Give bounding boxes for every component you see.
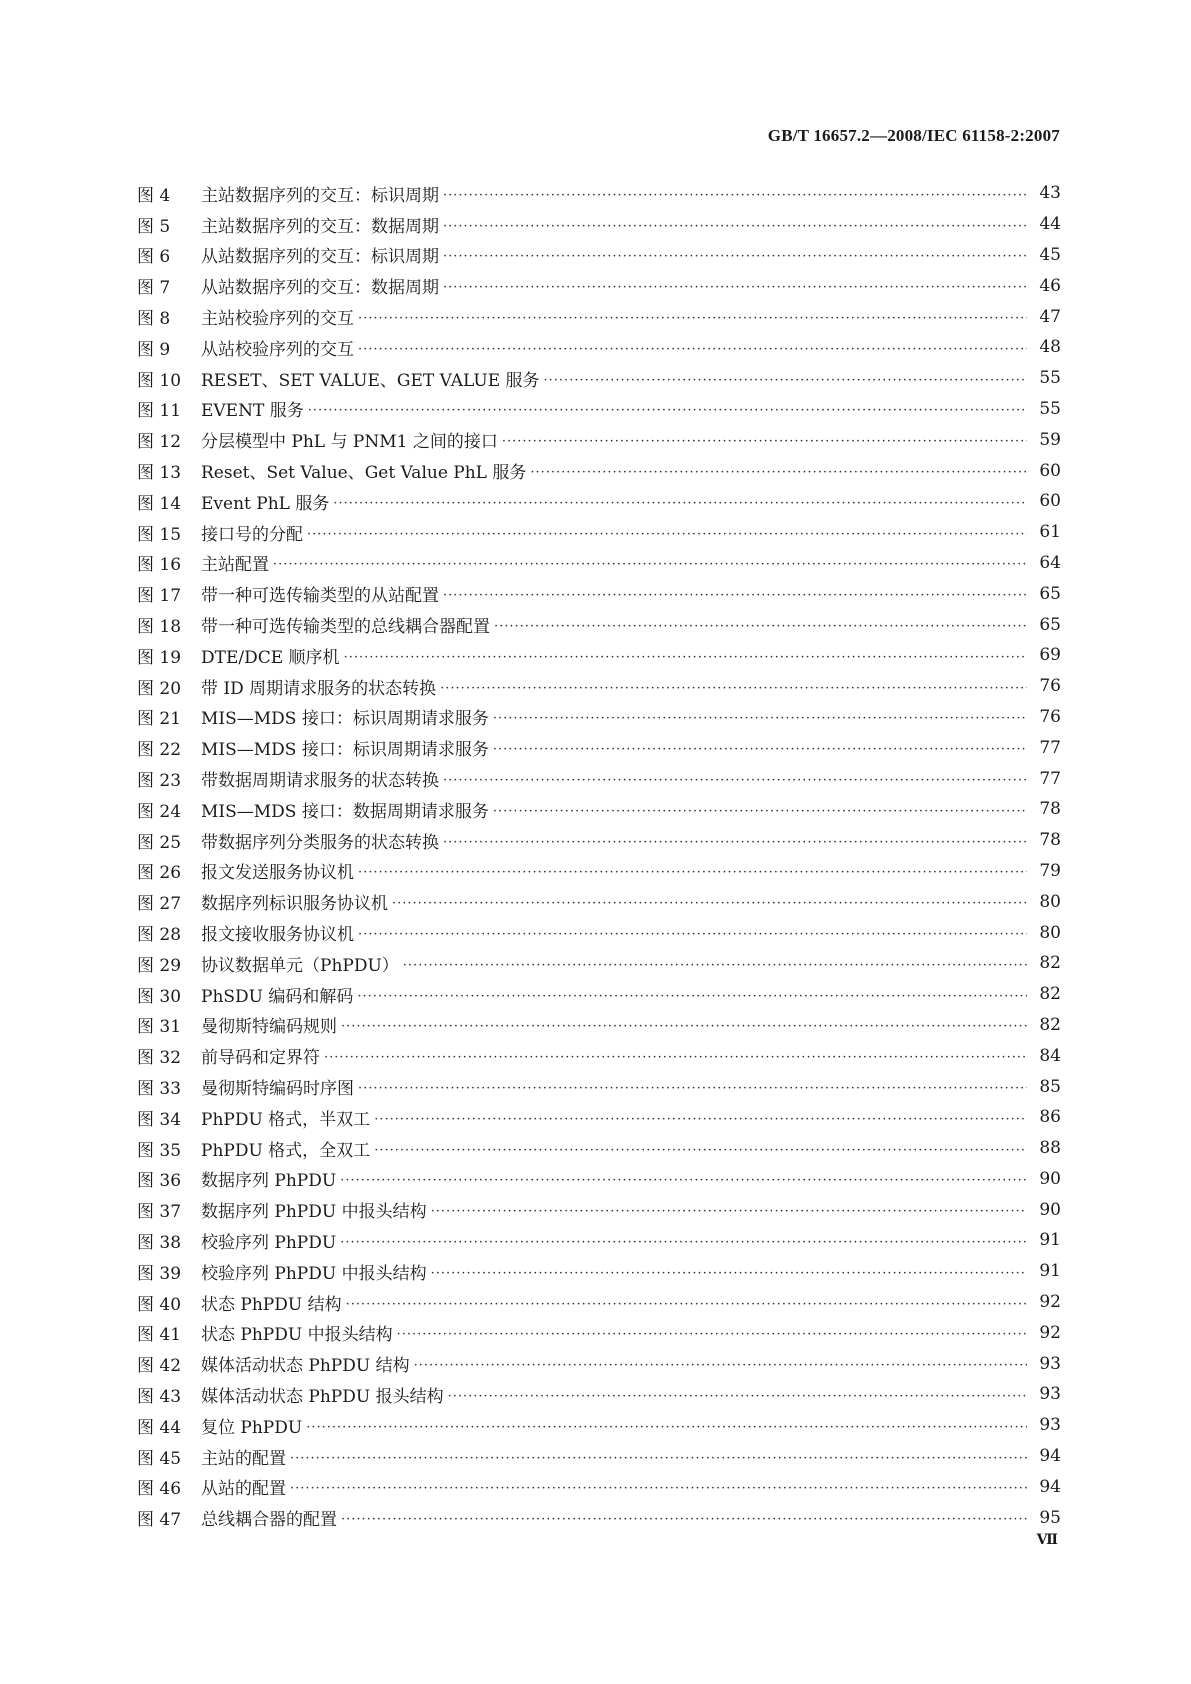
page-ref: 44 <box>1039 214 1061 235</box>
figure-number: 图 12 <box>137 432 182 453</box>
dot-leader <box>443 588 1027 603</box>
dot-leader <box>358 311 1027 326</box>
page-ref: 86 <box>1039 1107 1061 1128</box>
figure-number: 图 44 <box>137 1417 182 1438</box>
page-ref: 65 <box>1039 614 1061 635</box>
figure-number: 图 38 <box>137 1232 182 1253</box>
figure-title: 校验序列 PhPDU <box>201 1232 337 1253</box>
figure-number: 图 33 <box>137 1079 182 1099</box>
figure-title: MIS—MDS 接口：标识周期请求服务 <box>201 740 489 761</box>
figure-title: 分层模型中 PhL 与 PNM1 之间的接口 <box>201 432 498 453</box>
dot-leader <box>443 773 1027 788</box>
toc-entry[interactable] <box>137 1441 1061 1472</box>
figure-title: EVENT 服务 <box>201 401 304 422</box>
figure-title: MIS—MDS 接口：标识周期请求服务 <box>201 709 489 730</box>
page-number: Ⅶ <box>1036 1533 1058 1548</box>
dot-leader <box>493 742 1027 757</box>
toc-entry[interactable] <box>137 548 1061 579</box>
page-ref: 76 <box>1039 706 1061 727</box>
figure-number: 图 6 <box>137 247 171 268</box>
toc-entry[interactable] <box>137 1102 1061 1133</box>
toc-entry[interactable] <box>137 609 1061 640</box>
figure-title: 校验序列 PhPDU 中报头结构 <box>201 1263 427 1284</box>
dot-leader <box>346 1297 1027 1312</box>
page-ref: 92 <box>1039 1292 1061 1313</box>
dot-leader <box>341 1019 1027 1034</box>
figure-number: 图 17 <box>137 586 182 607</box>
dot-leader <box>414 1358 1027 1373</box>
figure-title: 报文发送服务协议机 <box>201 863 354 884</box>
toc-entry[interactable] <box>137 301 1061 332</box>
figure-title: 主站配置 <box>201 555 269 576</box>
toc-entry[interactable] <box>137 1164 1061 1195</box>
figure-title: 从站数据序列的交互：数据周期 <box>201 278 439 299</box>
dot-leader <box>544 373 1027 388</box>
toc-entry[interactable] <box>137 1317 1061 1348</box>
figure-number: 图 32 <box>137 1048 182 1069</box>
page-ref: 92 <box>1039 1322 1061 1343</box>
page-ref: 61 <box>1039 522 1061 543</box>
figure-title: 带一种可选传输类型的从站配置 <box>201 586 439 607</box>
page-ref: 84 <box>1039 1045 1061 1066</box>
figure-number: 图 47 <box>137 1510 182 1531</box>
dot-leader <box>431 1204 1027 1219</box>
toc-entry[interactable] <box>137 578 1061 609</box>
figure-title: 带 ID 周期请求服务的状态转换 <box>201 678 437 699</box>
toc-entry[interactable] <box>137 886 1061 917</box>
page-ref: 82 <box>1039 1014 1061 1035</box>
toc-entry[interactable] <box>137 732 1061 763</box>
dot-leader <box>374 1112 1027 1127</box>
dot-leader <box>357 989 1027 1004</box>
figure-number: 图 40 <box>137 1294 182 1315</box>
figure-title: 曼彻斯特编码时序图 <box>201 1079 354 1099</box>
figure-number: 图 29 <box>137 955 182 976</box>
figure-number: 图 41 <box>137 1325 182 1346</box>
toc-entry[interactable] <box>137 856 1061 887</box>
dot-leader <box>392 896 1027 911</box>
dot-leader <box>307 527 1027 542</box>
dot-leader <box>306 1420 1027 1435</box>
figure-number: 图 23 <box>137 771 182 792</box>
dot-leader <box>358 865 1027 880</box>
figure-number: 图 28 <box>137 925 182 946</box>
page-ref: 78 <box>1039 830 1061 851</box>
toc-entry[interactable] <box>137 917 1061 948</box>
figure-number: 图 5 <box>137 216 171 237</box>
figure-title: MIS—MDS 接口：数据周期请求服务 <box>201 801 489 822</box>
dot-leader <box>448 1389 1027 1404</box>
figure-number: 图 39 <box>137 1263 182 1284</box>
figure-number: 图 35 <box>137 1140 182 1161</box>
figure-title: 状态 PhPDU 中报头结构 <box>201 1325 393 1346</box>
figure-number: 图 21 <box>137 709 182 730</box>
toc-entry[interactable] <box>137 979 1061 1010</box>
figure-title: 带数据序列分类服务的状态转换 <box>201 832 439 853</box>
toc-entry[interactable] <box>137 1379 1061 1410</box>
page-ref: 82 <box>1039 953 1061 974</box>
figure-title: PhPDU 格式，半双工 <box>201 1109 371 1130</box>
dot-leader <box>443 835 1027 850</box>
page-ref: 91 <box>1039 1230 1061 1251</box>
figure-number: 图 4 <box>137 185 171 206</box>
figure-number: 图 31 <box>137 1017 182 1038</box>
page-ref: 79 <box>1039 860 1061 881</box>
figure-number: 图 7 <box>137 278 171 299</box>
figure-number: 图 24 <box>137 801 182 822</box>
figure-title: PhSDU 编码和解码 <box>201 986 354 1007</box>
figure-number: 图 20 <box>137 678 182 699</box>
page-ref: 93 <box>1039 1384 1061 1405</box>
dot-leader <box>403 958 1027 973</box>
dot-leader <box>324 1050 1027 1065</box>
dot-leader <box>308 403 1027 418</box>
toc-entry[interactable] <box>137 1071 1061 1102</box>
page-ref: 77 <box>1039 768 1061 789</box>
page-ref: 91 <box>1039 1261 1061 1282</box>
figure-number: 图 11 <box>137 401 182 422</box>
dot-leader <box>431 1266 1027 1281</box>
toc-entry[interactable] <box>137 394 1061 425</box>
figure-number: 图 37 <box>137 1202 182 1223</box>
figure-number: 图 8 <box>137 309 171 330</box>
page-ref: 93 <box>1039 1353 1061 1374</box>
dot-leader <box>443 188 1027 203</box>
figure-title: 主站校验序列的交互 <box>201 309 354 330</box>
dot-leader <box>493 711 1027 726</box>
dot-leader <box>358 927 1027 942</box>
page-ref: 65 <box>1039 583 1061 604</box>
page-ref: 90 <box>1039 1168 1061 1189</box>
figure-title: DTE/DCE 顺序机 <box>201 647 340 668</box>
dot-leader <box>494 619 1027 634</box>
dot-leader <box>374 1143 1027 1158</box>
page-ref: 60 <box>1039 491 1061 512</box>
figure-title: 主站的配置 <box>201 1448 286 1469</box>
page-ref: 45 <box>1039 244 1061 265</box>
toc-entry[interactable] <box>137 517 1061 548</box>
figure-title: 数据序列 PhPDU <box>201 1171 337 1192</box>
dot-leader <box>358 342 1027 357</box>
standard-header: GB/T 16657.2—2008/IEC 61158-2:2007 <box>767 126 1060 145</box>
page-ref: 46 <box>1039 275 1061 296</box>
page-ref: 90 <box>1039 1199 1061 1220</box>
figure-title: Reset、Set Value、Get Value PhL 服务 <box>201 463 527 484</box>
figure-number: 图 36 <box>137 1171 182 1192</box>
page-ref: 95 <box>1039 1507 1061 1528</box>
dot-leader <box>340 1235 1027 1250</box>
figure-number: 图 13 <box>137 463 182 484</box>
toc-entry[interactable] <box>137 1348 1061 1379</box>
figure-title: 接口号的分配 <box>201 524 303 545</box>
page-ref: 80 <box>1039 891 1061 912</box>
toc-entry[interactable] <box>137 178 1061 209</box>
toc-entry[interactable] <box>137 1225 1061 1256</box>
toc-entry[interactable] <box>137 209 1061 240</box>
figure-title: 前导码和定界符 <box>201 1048 320 1069</box>
figure-title: 主站数据序列的交互：标识周期 <box>201 185 439 206</box>
figure-title: 数据序列 PhPDU 中报头结构 <box>201 1202 427 1223</box>
toc-entry[interactable] <box>137 702 1061 733</box>
figure-title: 数据序列标识服务协议机 <box>201 894 388 915</box>
toc-entry[interactable] <box>137 1194 1061 1225</box>
dot-leader <box>290 1451 1027 1466</box>
toc-entry[interactable] <box>137 1010 1061 1041</box>
figure-title: 带一种可选传输类型的总线耦合器配置 <box>201 617 490 638</box>
page-ref: 94 <box>1039 1476 1061 1497</box>
dot-leader <box>493 804 1027 819</box>
page-ref: 77 <box>1039 737 1061 758</box>
dot-leader <box>443 249 1027 264</box>
toc-entry[interactable] <box>137 363 1061 394</box>
page-ref: 60 <box>1039 460 1061 481</box>
page-ref: 69 <box>1039 645 1061 666</box>
figure-number: 图 15 <box>137 524 182 545</box>
dot-leader <box>344 650 1027 665</box>
figure-number: 图 45 <box>137 1448 182 1469</box>
page-ref: 48 <box>1039 337 1061 358</box>
toc-entry[interactable] <box>137 240 1061 271</box>
figure-title: 从站数据序列的交互：标识周期 <box>201 247 439 268</box>
figure-title: 从站校验序列的交互 <box>201 339 354 360</box>
dot-leader <box>440 681 1027 696</box>
figure-number: 图 16 <box>137 555 182 576</box>
figure-number: 图 30 <box>137 986 182 1007</box>
figure-title: 复位 PhPDU <box>201 1417 303 1438</box>
figure-number: 图 46 <box>137 1479 182 1500</box>
figure-list <box>137 178 1061 1533</box>
dot-leader <box>443 280 1027 295</box>
page-ref: 64 <box>1039 552 1061 573</box>
figure-title: 主站数据序列的交互：数据周期 <box>201 216 439 237</box>
dot-leader <box>341 1512 1027 1527</box>
figure-number: 图 18 <box>137 617 182 638</box>
page-ref: 78 <box>1039 799 1061 820</box>
figure-number: 图 9 <box>137 339 171 360</box>
toc-entry[interactable] <box>137 1040 1061 1071</box>
toc-entry[interactable] <box>137 1410 1061 1441</box>
toc-entry[interactable] <box>137 825 1061 856</box>
figure-number: 图 26 <box>137 863 182 884</box>
toc-entry[interactable] <box>137 455 1061 486</box>
figure-number: 图 10 <box>137 370 182 391</box>
page-ref: 88 <box>1039 1138 1061 1159</box>
page-ref: 82 <box>1039 984 1061 1005</box>
dot-leader <box>333 496 1027 511</box>
figure-number: 图 19 <box>137 647 182 668</box>
figure-title: PhPDU 格式，全双工 <box>201 1140 371 1161</box>
toc-entry[interactable] <box>137 763 1061 794</box>
figure-title: 媒体活动状态 PhPDU 结构 <box>201 1356 410 1377</box>
figure-number: 图 34 <box>137 1109 182 1130</box>
page-ref: 85 <box>1039 1076 1061 1097</box>
figure-title: 协议数据单元（PhPDU） <box>201 955 399 976</box>
figure-title: RESET、SET VALUE、GET VALUE 服务 <box>201 370 540 391</box>
figure-number: 图 43 <box>137 1386 182 1407</box>
toc-entry[interactable] <box>137 270 1061 301</box>
figure-title: 媒体活动状态 PhPDU 报头结构 <box>201 1386 444 1407</box>
page-ref: 93 <box>1039 1415 1061 1436</box>
page-ref: 94 <box>1039 1446 1061 1467</box>
figure-title: 报文接收服务协议机 <box>201 925 354 946</box>
page-ref: 80 <box>1039 922 1061 943</box>
figure-number: 图 14 <box>137 493 182 514</box>
page-ref: 59 <box>1039 429 1061 450</box>
figure-title: 总线耦合器的配置 <box>201 1510 337 1531</box>
figure-number: 图 27 <box>137 894 182 915</box>
page-ref: 43 <box>1039 183 1061 204</box>
toc-entry[interactable] <box>137 948 1061 979</box>
dot-leader <box>443 219 1027 234</box>
page-ref: 47 <box>1039 306 1061 327</box>
dot-leader <box>397 1327 1027 1342</box>
toc-entry[interactable] <box>137 1133 1061 1164</box>
page-ref: 55 <box>1039 368 1061 389</box>
toc-entry[interactable] <box>137 794 1061 825</box>
toc-entry[interactable] <box>137 424 1061 455</box>
dot-leader <box>340 1173 1027 1188</box>
page-ref: 76 <box>1039 676 1061 697</box>
figure-title: 带数据周期请求服务的状态转换 <box>201 771 439 792</box>
dot-leader <box>290 1481 1027 1496</box>
figure-number: 图 22 <box>137 740 182 761</box>
toc-entry[interactable] <box>137 1256 1061 1287</box>
toc-entry[interactable] <box>137 332 1061 363</box>
figure-title: 曼彻斯特编码规则 <box>201 1017 337 1038</box>
page-ref: 55 <box>1039 398 1061 419</box>
dot-leader <box>273 557 1027 572</box>
figure-title: 从站的配置 <box>201 1479 286 1500</box>
toc-entry[interactable] <box>137 1287 1061 1318</box>
figure-title: 状态 PhPDU 结构 <box>201 1294 342 1315</box>
dot-leader <box>358 1081 1027 1096</box>
toc-entry[interactable] <box>137 1502 1061 1533</box>
toc-entry[interactable] <box>137 671 1061 702</box>
figure-title: Event PhL 服务 <box>201 493 330 514</box>
figure-number: 图 25 <box>137 832 182 853</box>
dot-leader <box>502 434 1027 449</box>
figure-number: 图 42 <box>137 1356 182 1377</box>
toc-entry[interactable] <box>137 640 1061 671</box>
toc-entry[interactable] <box>137 486 1061 517</box>
dot-leader <box>530 465 1027 480</box>
toc-entry[interactable] <box>137 1471 1061 1502</box>
